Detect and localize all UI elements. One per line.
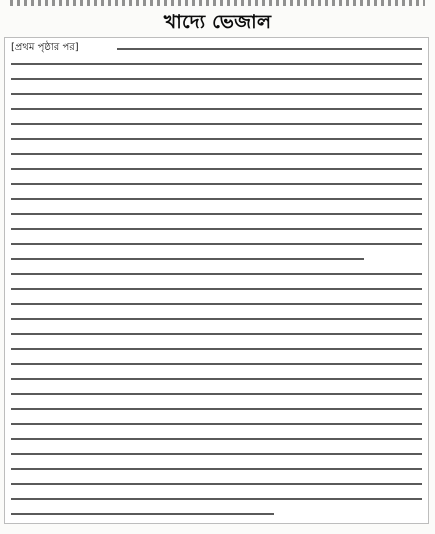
text-line-placeholder	[11, 273, 422, 275]
text-line-placeholder	[11, 108, 422, 110]
text-line-placeholder	[11, 78, 422, 80]
text-line-placeholder	[11, 498, 422, 500]
text-line-placeholder	[11, 333, 422, 335]
text-line-placeholder	[11, 183, 422, 185]
text-line-placeholder	[11, 348, 422, 350]
text-line-placeholder	[11, 153, 422, 155]
text-line-placeholder	[11, 303, 422, 305]
text-line-placeholder	[11, 363, 422, 365]
article-headline: খাদ্যে ভেজাল	[163, 11, 272, 33]
article-body	[4, 37, 429, 524]
text-line-placeholder	[11, 198, 422, 200]
text-line-placeholder	[11, 243, 422, 245]
text-line-placeholder	[11, 318, 422, 320]
text-line-placeholder	[11, 138, 422, 140]
continued-from-front-page-label: [প্রথম পৃষ্ঠার পর]	[11, 41, 82, 54]
text-line-placeholder	[11, 378, 422, 380]
text-line-placeholder	[11, 483, 422, 485]
text-line-placeholder	[11, 288, 422, 290]
text-line-placeholder	[11, 93, 422, 95]
text-line-placeholder	[11, 213, 422, 215]
text-line-placeholder	[11, 258, 364, 260]
text-line-placeholder	[11, 168, 422, 170]
text-line-placeholder	[11, 453, 422, 455]
cropped-top-line	[10, 0, 425, 6]
text-line-placeholder	[11, 123, 422, 125]
text-line-placeholder	[117, 48, 422, 50]
text-line-placeholder	[11, 513, 274, 515]
text-line-placeholder	[11, 438, 422, 440]
text-line-placeholder	[11, 468, 422, 470]
text-line-placeholder	[11, 393, 422, 395]
text-line-placeholder	[11, 423, 422, 425]
text-line-placeholder	[11, 408, 422, 410]
text-line-placeholder	[11, 228, 422, 230]
text-line-placeholder	[11, 63, 422, 65]
